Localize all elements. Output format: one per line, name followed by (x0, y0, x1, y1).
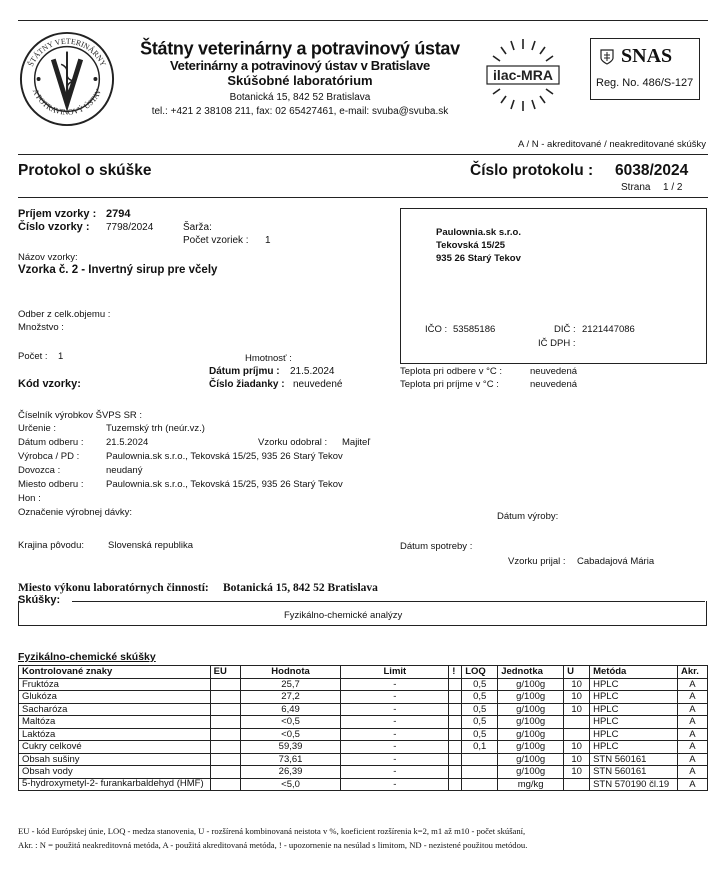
table-row (19, 703, 708, 716)
table-cell: 0,1 (462, 741, 498, 754)
table-cell: 10 (564, 766, 590, 779)
withdrawal-label: Odber z celk.objemu : (18, 309, 111, 320)
receipt-date-label: Dátum príjmu : (209, 366, 280, 377)
table-cell: Maltóza (19, 716, 211, 729)
page-label: Strana (621, 182, 651, 193)
table-cell (210, 741, 240, 754)
sample-no-label: Číslo vzorky : (18, 221, 90, 233)
customer-name: Paulownia.sk s.r.o. (436, 227, 522, 238)
results-title: Fyzikálno-chemické skúšky (18, 651, 156, 663)
protocol-number-label: Číslo protokolu : (470, 162, 594, 179)
svg-text:ŠTÁTNY VETERINÁRNY: ŠTÁTNY VETERINÁRNY (26, 36, 108, 68)
count-value: 1 (58, 351, 64, 362)
consume-label: Dátum spotreby : (400, 541, 473, 552)
table-cell: 26,39 (240, 766, 341, 779)
origin-value: Slovenská republika (108, 540, 194, 551)
table-cell: HPLC (590, 703, 678, 716)
table-cell: 10 (564, 753, 590, 766)
dic-label: DIČ : (554, 324, 576, 335)
table-cell: 0,5 (462, 691, 498, 704)
table-cell (210, 691, 240, 704)
col-header: LOQ (462, 666, 498, 679)
importer-label: Dovozca : (18, 465, 61, 476)
table-cell: HPLC (590, 728, 678, 741)
table-cell: 10 (564, 678, 590, 691)
table-cell: 10 (564, 691, 590, 704)
customer-box (400, 208, 707, 364)
table-cell: g/100g (498, 766, 564, 779)
collector-value: Majiteľ (342, 437, 371, 448)
producer-label: Výrobca / PD : (18, 451, 80, 462)
table-cell: 5-hydroxymetyl-2- furankarbaldehyd (HMF) (19, 778, 211, 791)
batch-mark-label: Označenie výrobnej dávky: (18, 507, 133, 518)
intake-value: 2794 (106, 208, 131, 220)
protocol-number: 6038/2024 (615, 162, 689, 179)
table-cell (449, 778, 462, 791)
table-cell: 6,49 (240, 703, 341, 716)
dic-value: 2121447086 (582, 324, 635, 335)
weight-label: Hmotnosť : (245, 353, 292, 364)
table-cell: mg/kg (498, 778, 564, 791)
table-cell: Laktóza (19, 728, 211, 741)
table-cell: g/100g (498, 741, 564, 754)
lab-place-value: Botanická 15, 842 52 Bratislava (223, 582, 378, 594)
table-cell (449, 728, 462, 741)
institute-address: Botanická 15, 842 52 Bratislava (229, 92, 371, 103)
table-cell (210, 678, 240, 691)
tests-value: Fyzikálno-chemické analýzy (284, 610, 403, 621)
table-cell: 0,5 (462, 703, 498, 716)
count-samples-value: 1 (265, 235, 271, 246)
catalog-label: Číselník výrobkov ŠVPS SR : (18, 410, 143, 421)
accreditation-note: A / N - akreditované / neakreditované skúšky (518, 139, 706, 150)
table-cell: 0,5 (462, 728, 498, 741)
table-cell: 73,61 (240, 753, 341, 766)
table-cell: 0,5 (462, 678, 498, 691)
temp-withdrawal-value: neuvedená (530, 366, 578, 377)
table-cell: Sacharóza (19, 703, 211, 716)
col-header: Akr. (677, 666, 707, 679)
branch-name: Veterinárny a potravinový ústav v Bratislave (170, 58, 430, 73)
institute-contact: tel.: +421 2 38108 211, fax: 02 65427461, e-mail: svuba@svuba.sk (151, 106, 449, 117)
title-rule-bottom (18, 197, 708, 198)
table-cell: STN 570190 čl.19 (590, 778, 678, 791)
snas-emblem-icon (599, 49, 615, 65)
request-no-label: Číslo žiadanky : (209, 379, 285, 390)
col-header: Limit (341, 666, 449, 679)
table-cell (449, 766, 462, 779)
col-header: ! (449, 666, 462, 679)
table-row (19, 766, 708, 779)
table-cell: A (677, 753, 707, 766)
collector-label: Vzorku odobral : (258, 437, 328, 448)
table-cell (462, 753, 498, 766)
prod-date-label: Dátum výroby: (497, 511, 559, 522)
table-cell: HPLC (590, 716, 678, 729)
count-samples-label: Počet vzoriek : (183, 235, 249, 246)
table-cell: g/100g (498, 753, 564, 766)
table-cell: <0,5 (240, 716, 341, 729)
table-cell: A (677, 691, 707, 704)
table-cell (462, 766, 498, 779)
table-cell (210, 703, 240, 716)
receipt-date-value: 21.5.2024 (290, 366, 335, 377)
page-value: 1 / 2 (663, 182, 683, 193)
producer-value: Paulownia.sk s.r.o., Tekovská 15/25, 935 26 Starý Tekov (106, 451, 343, 462)
col-header: Kontrolované znaky (19, 666, 211, 679)
table-cell (462, 778, 498, 791)
table-cell: HPLC (590, 691, 678, 704)
table-cell: 27,2 (240, 691, 341, 704)
code-label: Kód vzorky: (18, 378, 81, 390)
svg-text:ilac-MRA: ilac-MRA (493, 67, 553, 83)
institute-seal-icon (18, 30, 116, 128)
table-row (19, 678, 708, 691)
table-cell: 59,39 (240, 741, 341, 754)
snas-label: SNAS (621, 45, 673, 67)
table-cell: g/100g (498, 691, 564, 704)
request-no-value: neuvedené (293, 379, 343, 390)
table-cell: A (677, 766, 707, 779)
table-cell: 0,5 (462, 716, 498, 729)
table-cell: A (677, 741, 707, 754)
intake-label: Príjem vzorky : (18, 208, 97, 220)
customer-city: 935 26 Starý Tekov (436, 253, 521, 264)
receiver-value: Cabadajová Mária (577, 556, 655, 567)
table-cell (564, 728, 590, 741)
top-rule (18, 20, 708, 21)
snas-badge (590, 38, 700, 100)
hon-label: Hon : (18, 493, 41, 504)
footnote-line2: Akr. : N = použitá neakreditovná metóda, A - použitá akreditovaná metóda, ! - upozornenie na nesúlad s limitom, ND - nezistené použitou metódou. (18, 840, 528, 850)
table-cell (210, 766, 240, 779)
col-header: Hodnota (240, 666, 341, 679)
ico-label: IČO : (425, 324, 448, 335)
table-cell (564, 716, 590, 729)
table-cell: Obsah vody (19, 766, 211, 779)
results-table (18, 665, 708, 791)
table-row (19, 691, 708, 704)
table-cell (564, 778, 590, 791)
table-cell: A (677, 778, 707, 791)
snas-reg: Reg. No. 486/S-127 (596, 77, 694, 89)
table-cell (210, 778, 240, 791)
table-cell: STN 560161 (590, 753, 678, 766)
temp-receipt-label: Teplota pri príjme v °C : (400, 379, 499, 390)
table-cell: A (677, 703, 707, 716)
place-value: Paulownia.sk s.r.o., Tekovská 15/25, 935 26 Starý Tekov (106, 479, 343, 490)
purpose-value: Tuzemský trh (neúr.vz.) (106, 423, 205, 434)
table-cell (210, 753, 240, 766)
table-cell: HPLC (590, 741, 678, 754)
batch-label: Šarža: (183, 222, 212, 233)
table-cell: <0,5 (240, 728, 341, 741)
table-cell (449, 703, 462, 716)
icdph-label: IČ DPH : (538, 338, 576, 349)
receiver-label: Vzorku prijal : (508, 556, 566, 567)
table-cell: - (341, 753, 449, 766)
sample-no-value: 7798/2024 (106, 222, 154, 233)
table-cell: 10 (564, 703, 590, 716)
purpose-label: Určenie : (18, 423, 57, 434)
lab-name: Skúšobné laboratórium (227, 73, 373, 88)
table-cell: Obsah sušiny (19, 753, 211, 766)
table-cell: - (341, 778, 449, 791)
quantity-label: Množstvo : (18, 322, 64, 333)
table-cell: A (677, 728, 707, 741)
table-cell (210, 728, 240, 741)
count-label: Počet : (18, 351, 48, 362)
table-cell: - (341, 741, 449, 754)
table-cell: - (341, 766, 449, 779)
table-cell: - (341, 678, 449, 691)
table-row (19, 728, 708, 741)
title-rule-top (18, 154, 708, 155)
sample-name-label: Názov vzorky: (18, 252, 78, 263)
table-cell: <5,0 (240, 778, 341, 791)
table-cell: Cukry celkové (19, 741, 211, 754)
table-cell: Glukóza (19, 691, 211, 704)
customer-street: Tekovská 15/25 (436, 240, 506, 251)
temp-withdrawal-label: Teplota pri odbere v °C : (400, 366, 503, 377)
col-header: Jednotka (498, 666, 564, 679)
table-cell: g/100g (498, 678, 564, 691)
table-cell: - (341, 728, 449, 741)
sample-name-value: Vzorka č. 2 - Invertný sirup pre včely (18, 264, 218, 276)
table-cell: A (677, 716, 707, 729)
results-header-row (19, 666, 708, 679)
table-cell: - (341, 691, 449, 704)
lab-place-label: Miesto výkonu laboratórnych činností: (18, 582, 209, 594)
institute-name: Štátny veterinárny a potravinový ústav (140, 37, 460, 59)
table-cell: STN 560161 (590, 766, 678, 779)
col-header: Metóda (590, 666, 678, 679)
table-cell (449, 678, 462, 691)
table-cell: - (341, 716, 449, 729)
table-cell: g/100g (498, 703, 564, 716)
table-row (19, 778, 708, 791)
table-cell: 10 (564, 741, 590, 754)
temp-receipt-value: neuvedená (530, 379, 578, 390)
table-cell: - (341, 703, 449, 716)
col-header: EU (210, 666, 240, 679)
tests-label: Skúšky: (18, 594, 61, 606)
table-cell (449, 741, 462, 754)
page-title: Protokol o skúške (18, 162, 152, 179)
table-cell: 25,7 (240, 678, 341, 691)
ico-value: 53585186 (453, 324, 496, 335)
table-cell: g/100g (498, 716, 564, 729)
table-cell: A (677, 678, 707, 691)
svg-text:A POTRAVINOVÝ ÚSTAV: A POTRAVINOVÝ ÚSTAV (30, 87, 104, 117)
origin-label: Krajina pôvodu: (18, 540, 85, 551)
tests-box (18, 601, 707, 626)
table-row (19, 716, 708, 729)
col-header: U (564, 666, 590, 679)
table-cell: HPLC (590, 678, 678, 691)
table-row (19, 753, 708, 766)
table-cell (449, 716, 462, 729)
footnote-line1: EU - kód Európskej únie, LOQ - medza stanovenia, U - rozšírená kombinovaná neistota v %, koeficient rozšírenia k=2, m1 až m10 - počet skúšaní, (18, 826, 526, 836)
date-label: Dátum odberu : (18, 437, 84, 448)
importer-value: neudaný (106, 465, 143, 476)
date-value: 21.5.2024 (106, 437, 149, 448)
table-cell: g/100g (498, 728, 564, 741)
table-cell (210, 716, 240, 729)
table-cell (449, 691, 462, 704)
ilac-mra-icon (483, 35, 563, 115)
table-row (19, 741, 708, 754)
table-cell (449, 753, 462, 766)
table-cell: Fruktóza (19, 678, 211, 691)
place-label: Miesto odberu : (18, 479, 84, 490)
